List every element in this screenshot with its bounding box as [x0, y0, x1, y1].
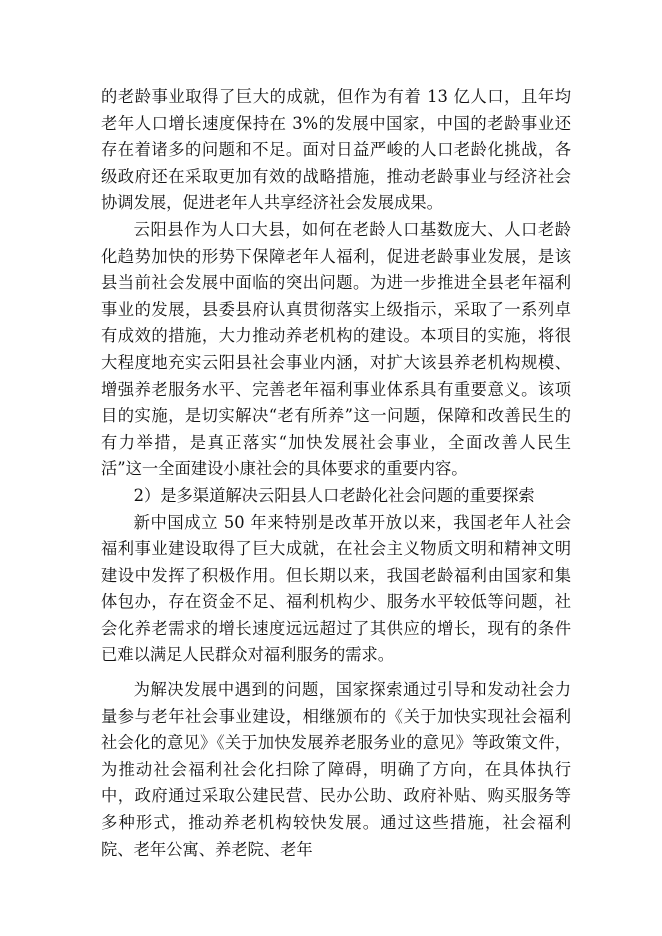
paragraph-continuation: 的老龄事业取得了巨大的成就，但作为有着 13 亿人口，且年均老年人口增长速度保持在 3%的发展中国家，中国的老龄事业还存在着诸多的问题和不足。面对日益严峻的人口老龄化挑战，各级政府还在采取更加有效的战略措施，推动老龄事业与经济社会协调发展，促进老年人共享经济社会发展成果。 [101, 87, 571, 213]
paragraph-yunyang-county: 云阳县作为人口大县，如何在老龄人口基数庞大、人口老龄化趋势加快的形势下保障老年人福利，促进老龄事业发展，是该县当前社会发展中面临的突出问题。为进一步推进全县老年福利事业的发展，县委县府认真贯彻落实上级指示，采取了一系列卓有成效的措施，大力推动养老机构的建设。本项目的实施，将很大程度地充实云阳县社会事业内涵，对扩大该县养老机构规模、增强养老服务水平、完善老年福利事业体系具有重要意义。该项目的实施，是切实解决“老有所养”这一问题，保障和改善民生的有力举措，是真正落实“加快发展社会事业，全面改善人民生活”这一全面建设小康社会的具体要求的重要内容。 [101, 219, 571, 479]
document-body [101, 84, 571, 863]
list-item-2: 2）是多渠道解决云阳县人口老龄化社会问题的重要探索 [133, 485, 535, 505]
paragraph-new-china: 新中国成立 50 年来特别是改革开放以来，我国老年人社会福利事业建设取得了巨大成就，在社会主义物质文明和精神文明建设中发挥了积极作用。但长期以来，我国老龄福利由国家和集体包办，存在资金不足、福利机构少、服务水平较低等问题，社会化养老需求的增长速度远远超过了其供应的增长，现有的条件已难以满足人民群众对福利服务的需求。 [101, 512, 571, 665]
paragraph-policy: 为解决发展中遇到的问题，国家探索通过引导和发动社会力量参与老年社会事业建设，相继颁布的《关于加快实现社会福利社会化的意见》《关于加快发展养老服务业的意见》等政策文件，为推动社会福利社会化扫除了障碍，明确了方向，在具体执行中，政府通过采取公建民营、民办公助、政府补贴、购买服务等多种形式，推动养老机构较快发展。通过这些措施，社会福利院、老年公寓、养老院、老年 [101, 680, 571, 859]
